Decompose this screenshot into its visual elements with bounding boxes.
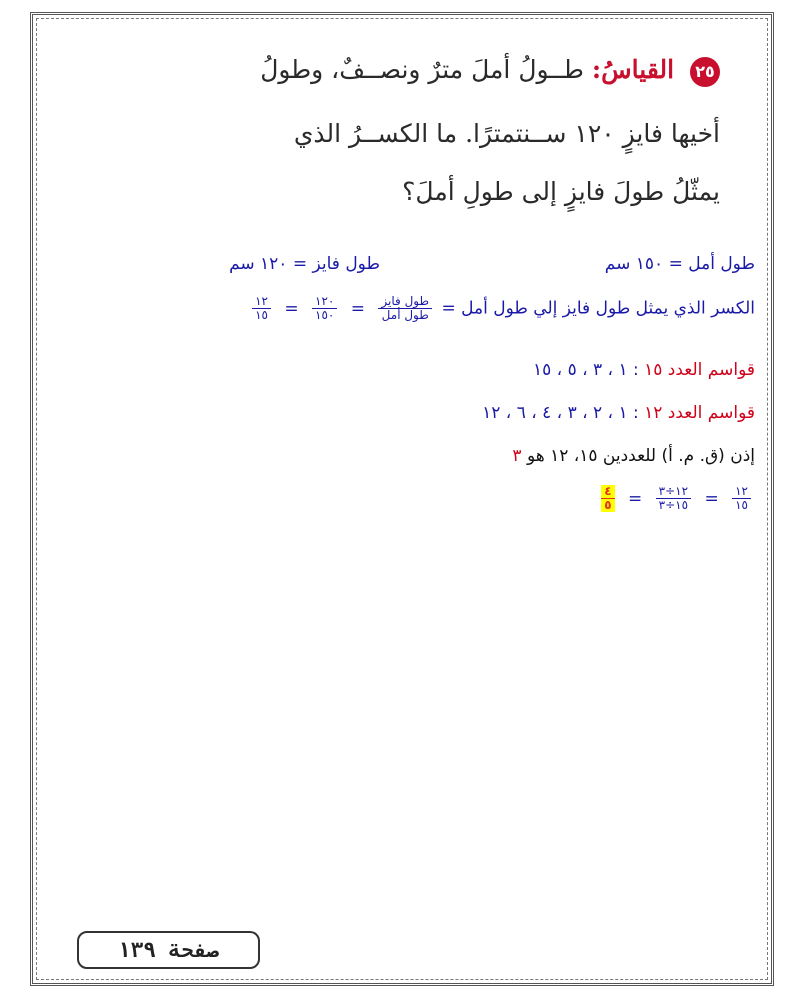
amal-length: طول أمل = ١٥٠ سم [604, 254, 755, 274]
simplify-division-numerator: ١٢÷٣ [658, 484, 689, 498]
divisors-12-values: : ١ ، ٢ ، ٣ ، ٤ ، ٦ ، ١٢ [482, 403, 639, 423]
simplified-result-fraction [601, 485, 614, 512]
gcf-line [512, 446, 755, 466]
simplify-division-fraction [656, 485, 691, 512]
fraction-words-numerator: طول فايز [381, 294, 430, 308]
divisors-15 [533, 360, 755, 380]
question-topic: القياسُ: [591, 55, 675, 84]
fraction-12-15-denominator: ١٥ [252, 308, 271, 322]
fraction-label: الكسر الذي يمثل طول فايز إلي طول أمل = [441, 298, 755, 319]
simplified-result-denominator: ٥ [601, 498, 614, 512]
fraction-120-150 [312, 295, 337, 322]
fraction-12-15 [252, 295, 271, 322]
simplify-fraction-12-15 [732, 485, 751, 512]
equals-sign: = [704, 488, 719, 509]
equals-sign: = [627, 488, 643, 509]
question-number-badge: ٢٥ [690, 57, 720, 87]
fraction-120-150-numerator: ١٢٠ [315, 294, 335, 308]
equals-sign: = [350, 298, 366, 319]
question-text-line-1: طــولُ أملَ مترٌ ونصــفٌ، وطولُ [260, 55, 584, 84]
fayez-length: طول فايز = ١٢٠ سم [229, 254, 380, 274]
divisors-15-values: : ١ ، ٣ ، ٥ ، ١٥ [533, 360, 639, 380]
simplification-line [597, 485, 755, 512]
fraction-line [248, 295, 755, 322]
question-text-line-2: أخيها فايزٍ ١٢٠ ســنتمترًا. ما الكســرُ الذي [293, 119, 720, 148]
divisors-12-label: قواسم العدد ١٢ [644, 403, 755, 423]
fraction-words [378, 295, 432, 322]
gcf-value: ٣ [512, 446, 522, 466]
question-text-line-3: يمثّلُ طولَ فايزٍ إلى طولِ أملَ؟ [402, 177, 720, 206]
fraction-120-150-denominator: ١٥٠ [312, 308, 337, 322]
gcf-text: إذن (ق. م. أ) للعددين ١٥، ١٢ هو [526, 446, 755, 466]
question-line-1 [260, 55, 720, 87]
simplify-division-denominator: ١٥÷٣ [656, 498, 691, 512]
simplify-12-15-numerator: ١٢ [735, 484, 748, 498]
divisors-15-label: قواسم العدد ١٥ [644, 360, 755, 380]
page-number-label: صفحة ١٣٩ [77, 931, 260, 969]
fraction-words-denominator: طول أمل [378, 308, 432, 322]
equals-sign: = [284, 298, 299, 319]
fraction-12-15-numerator: ١٢ [255, 294, 268, 308]
simplify-12-15-denominator: ١٥ [732, 498, 751, 512]
divisors-12 [482, 403, 755, 423]
simplified-result-numerator: ٤ [604, 484, 612, 498]
